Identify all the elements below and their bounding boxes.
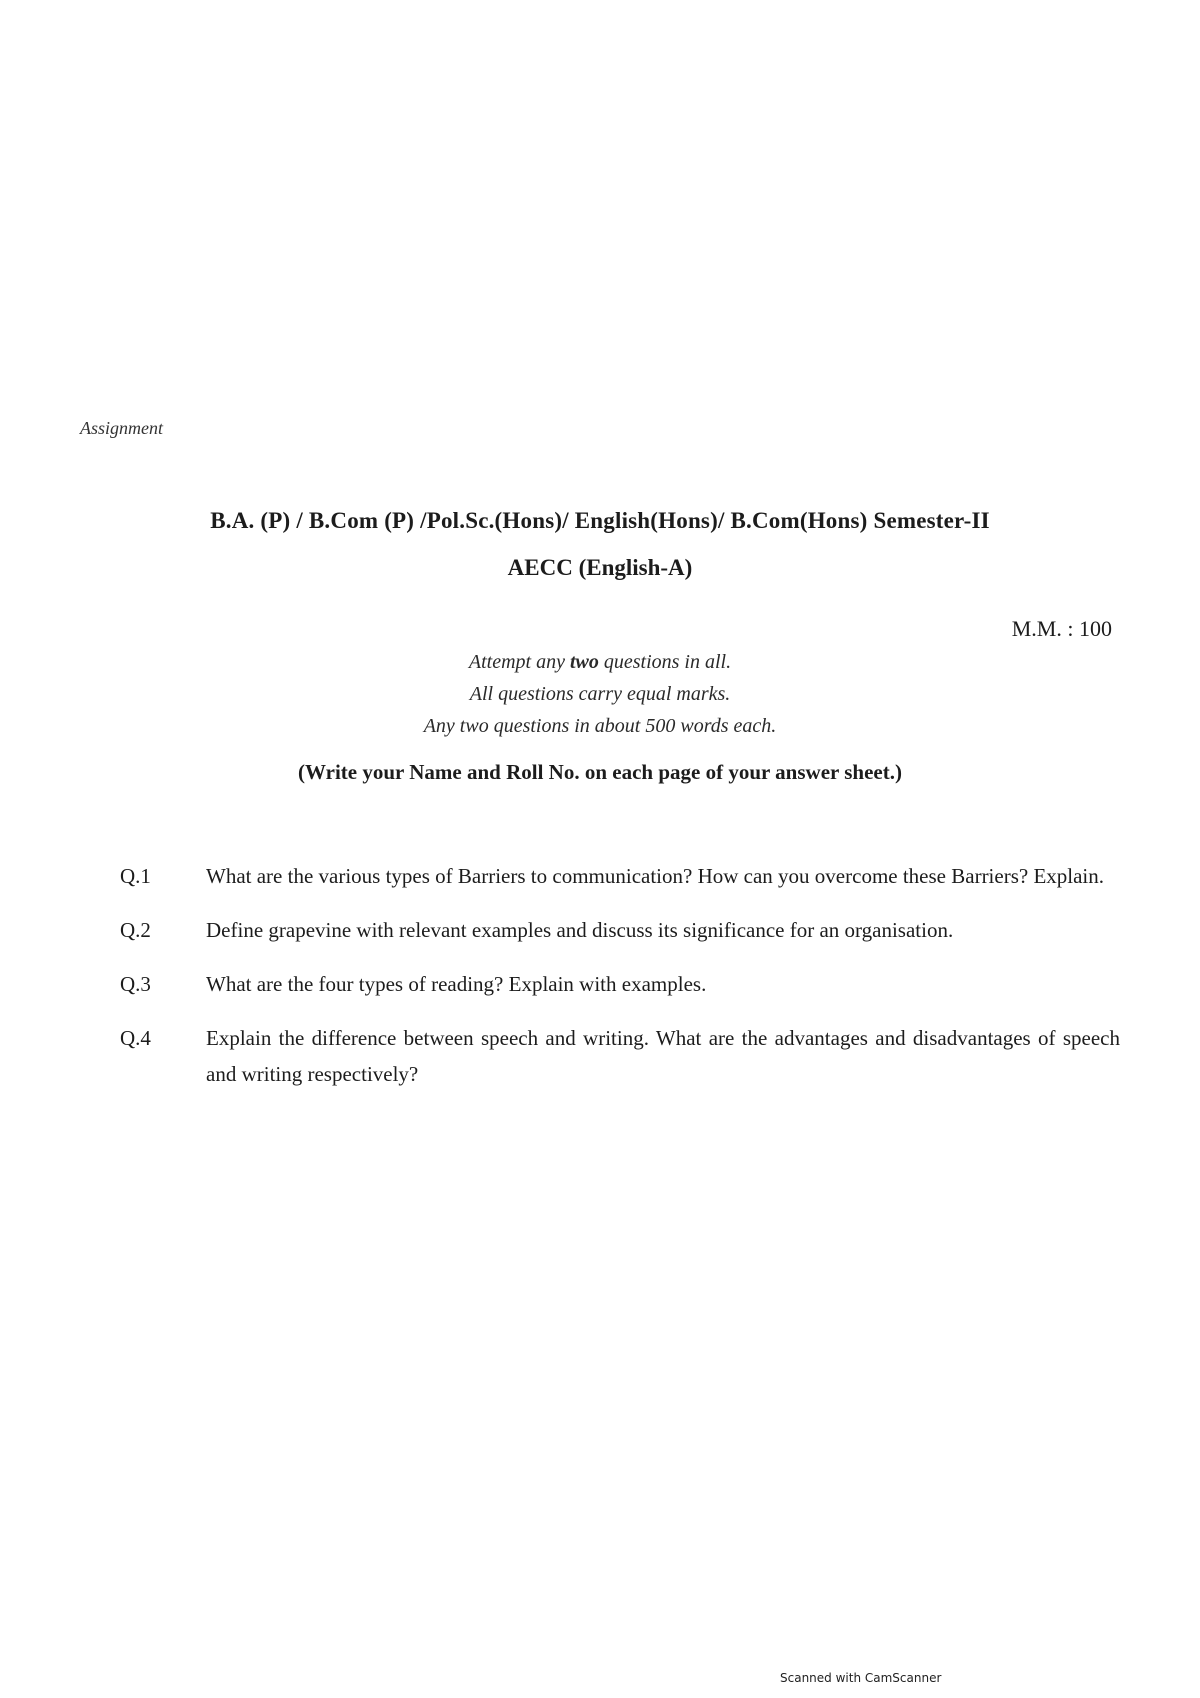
instruction-line-1 [80, 646, 1120, 678]
question-text: Explain the difference between speech and writing. What are the advantages and disadvantages of speech and writing respectively? [206, 1026, 1120, 1086]
question-number: Q.1 [120, 864, 151, 888]
question-text: Define grapevine with relevant examples and discuss its significance for an organisation. [206, 918, 954, 942]
assignment-label: Assignment [80, 418, 163, 438]
max-marks: M.M. : 100 [1011, 616, 1112, 641]
question-item [120, 912, 1120, 948]
answer-sheet-note: (Write your Name and Roll No. on each page of your answer sheet.) [298, 760, 902, 784]
question-number: Q.2 [120, 918, 151, 942]
question-number: Q.4 [120, 1026, 151, 1050]
instruction-line-2: All questions carry equal marks. [469, 683, 731, 705]
paper-title: AECC (English-A) [507, 555, 693, 580]
instruction-line-1-suffix: questions in all. [598, 651, 732, 673]
question-item [120, 1020, 1120, 1092]
question-text: What are the various types of Barriers to communication? How can you overcome these Barriers? Explain. [206, 864, 1105, 888]
instruction-line-1-prefix: Attempt any [468, 651, 570, 673]
instructions [80, 646, 1120, 742]
question-text: What are the four types of reading? Explain with examples. [206, 972, 707, 996]
instruction-line-3: Any two questions in about 500 words each. [423, 715, 777, 737]
instruction-line-1-emphasis: two [569, 651, 599, 673]
question-item [120, 858, 1120, 894]
scanner-watermark: Scanned with CamScanner [780, 1671, 942, 1685]
question-list [120, 858, 1120, 1110]
question-item [120, 966, 1120, 1002]
course-title: B.A. (P) / B.Com (P) /Pol.Sc.(Hons)/ English(Hons)/ B.Com(Hons) Semester-II [210, 508, 990, 533]
question-number: Q.3 [120, 972, 151, 996]
